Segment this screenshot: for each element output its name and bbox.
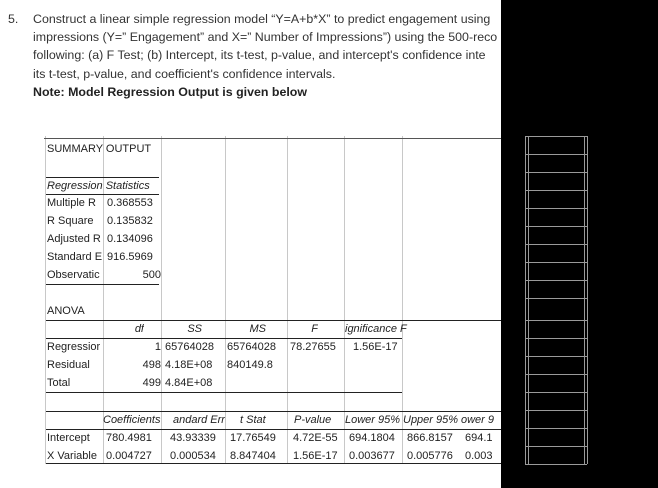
coef-header: P-value bbox=[294, 414, 332, 426]
anova-f: 78.27655 bbox=[290, 341, 336, 353]
grid-line bbox=[161, 136, 162, 464]
stat-value: 0.134096 bbox=[107, 233, 153, 245]
coef-value: 0.004727 bbox=[106, 450, 152, 462]
stat-value: 500 bbox=[142, 269, 161, 281]
grid-line bbox=[587, 136, 588, 464]
anova-ms: 840149.8 bbox=[227, 359, 273, 371]
anova-ss: 65764028 bbox=[165, 341, 214, 353]
redacted-region bbox=[501, 0, 658, 488]
grid-line bbox=[525, 280, 587, 281]
grid-line bbox=[525, 136, 587, 137]
coef-header: andard Err bbox=[173, 414, 225, 426]
grid-line bbox=[525, 356, 587, 357]
grid-line bbox=[525, 244, 587, 245]
grid-line bbox=[287, 136, 288, 464]
coef-header: Lower 95% bbox=[345, 414, 401, 426]
anova-title: ANOVA bbox=[47, 305, 85, 317]
grid-line bbox=[525, 262, 587, 263]
coef-header: Upper 95% bbox=[403, 414, 459, 426]
anova-df: 499 bbox=[142, 377, 161, 389]
grid-line bbox=[525, 446, 587, 447]
anova-ss: 4.84E+08 bbox=[165, 377, 213, 389]
summary-output-title: SUMMARY OUTPUT bbox=[47, 143, 152, 155]
stat-label: Adjusted R bbox=[47, 233, 101, 245]
grid-line bbox=[525, 172, 587, 173]
grid-line bbox=[525, 320, 587, 321]
grid-line bbox=[225, 136, 226, 464]
grid-line bbox=[528, 136, 529, 464]
coef-value: 0.003677 bbox=[349, 450, 395, 462]
coef-value: 4.72E-55 bbox=[293, 432, 338, 444]
anova-df: 1 bbox=[154, 341, 161, 353]
anova-ms: 65764028 bbox=[227, 341, 276, 353]
coef-value: 694.1804 bbox=[349, 432, 395, 444]
table-rule bbox=[46, 284, 159, 285]
anova-row-label: Total bbox=[47, 377, 71, 389]
sheet-top-border bbox=[44, 138, 502, 139]
coef-value: 780.4981 bbox=[106, 432, 152, 444]
grid-line bbox=[525, 428, 587, 429]
anova-header-ms: MS bbox=[249, 323, 266, 335]
grid-line bbox=[525, 464, 587, 465]
grid-line bbox=[525, 338, 587, 339]
table-rule bbox=[46, 392, 402, 393]
coef-header: ower 9 bbox=[461, 414, 495, 426]
grid-line bbox=[525, 374, 587, 375]
coef-value: 0.003 bbox=[465, 450, 493, 462]
question-body bbox=[33, 10, 513, 101]
regression-statistics-header: Regression Statistics bbox=[47, 180, 150, 192]
regression-output-sheet bbox=[44, 136, 502, 464]
anova-header-f: F bbox=[311, 323, 318, 335]
grid-line bbox=[525, 410, 587, 411]
anova-df: 498 bbox=[142, 359, 161, 371]
grid-line bbox=[525, 392, 587, 393]
anova-header-ss: SS bbox=[187, 323, 202, 335]
coef-value: 0.000534 bbox=[170, 450, 216, 462]
grid-line bbox=[525, 154, 587, 155]
coef-value: 1.56E-17 bbox=[293, 450, 338, 462]
grid-line bbox=[584, 136, 585, 464]
anova-row-label: Residual bbox=[47, 359, 90, 371]
coef-value: 694.1 bbox=[465, 432, 493, 444]
stat-value: 0.368553 bbox=[107, 197, 153, 209]
coef-row-label: Intercept bbox=[47, 432, 90, 444]
anova-header-df: df bbox=[134, 323, 144, 335]
coef-row-label: X Variable bbox=[47, 450, 97, 462]
grid-line bbox=[525, 190, 587, 191]
grid-line bbox=[525, 208, 587, 209]
table-rule bbox=[46, 463, 502, 464]
stat-value: 916.5969 bbox=[107, 251, 153, 263]
question-line: its t-test, p-value, and coefficient's confidence intervals. bbox=[33, 66, 336, 81]
stat-label: Observatic bbox=[47, 269, 100, 281]
anova-header-significance: ignificance F bbox=[345, 323, 407, 335]
coef-value: 43.93339 bbox=[170, 432, 216, 444]
question-line: impressions (Y=” Engagement” and X=” Number of Impressions”) using the 500-reco bbox=[33, 30, 498, 45]
coef-value: 17.76549 bbox=[230, 432, 276, 444]
anova-row-label: Regressior bbox=[47, 341, 101, 353]
stat-value: 0.135832 bbox=[107, 215, 153, 227]
coef-header: Coefficients bbox=[103, 414, 161, 426]
question-line: following: (a) F Test; (b) Intercept, its t-test, p-value, and intercept's confidence inte bbox=[33, 48, 486, 63]
question-note: Note: Model Regression Output is given below bbox=[33, 84, 307, 99]
stat-label: Multiple R bbox=[47, 197, 96, 209]
grid-line bbox=[525, 226, 587, 227]
stat-label: R Square bbox=[47, 215, 94, 227]
anova-significance: 1.56E-17 bbox=[353, 341, 398, 353]
anova-ss: 4.18E+08 bbox=[165, 359, 213, 371]
stat-label: Standard E bbox=[47, 251, 103, 263]
coef-value: 0.005776 bbox=[407, 450, 453, 462]
coef-header: t Stat bbox=[240, 414, 266, 426]
question-number: 5. bbox=[8, 12, 19, 26]
coef-value: 866.8157 bbox=[407, 432, 453, 444]
grid-line bbox=[45, 136, 46, 464]
question-line: Construct a linear simple regression model “Y=A+b*X” to predict engagement using bbox=[33, 12, 491, 26]
grid-line bbox=[525, 298, 587, 299]
coef-value: 8.847404 bbox=[230, 450, 276, 462]
grid-line bbox=[525, 136, 526, 464]
